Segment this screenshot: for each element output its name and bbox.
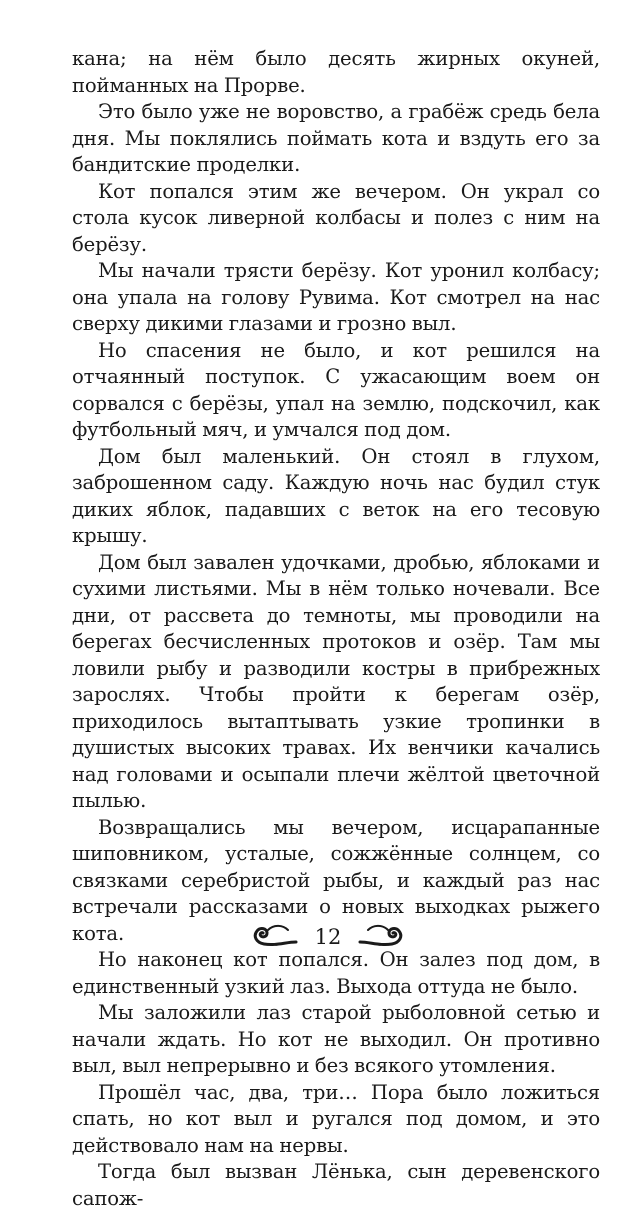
paragraph-2: Это было уже не воровство, а грабёж средь бела дня. Мы поклялись поймать кота и вздуть его за бандитские проделки.: [72, 100, 600, 176]
left-flourish-ornament-icon: [250, 920, 298, 952]
paragraph-10: Мы заложили лаз старой рыболовной сетью и начали ждать. Но кот не выходил. Он противно выл, выл непрерывно и без всякого утомления.: [72, 1001, 600, 1077]
paragraph-6: Дом был маленький. Он стоял в глухом, заброшенном саду. Каждую ночь нас будил стук диких яблок, падавших с веток на его тесовую крышу.: [72, 444, 600, 547]
page-number: 12: [314, 925, 342, 949]
paragraph-11: Прошёл час, два, три… Пора было ложиться спать, но кот выл и ругался под домом, и это действовало нам на нервы.: [72, 1080, 600, 1157]
paragraph-8: Возвращались мы вечером, исцарапанные шиповником, усталые, сожжённые солнцем, со связками серебристой рыбы, и каждый раз нас встречали рассказами о новых выходках рыжего кота.: [72, 815, 600, 945]
paragraph-1: кана; на нём было десять жирных окуней, пойманных на Прорве.: [72, 47, 600, 97]
paragraph-9: Но наконец кот попался. Он залез под дом, в единственный узкий лаз. Выхода оттуда не было.: [72, 948, 600, 998]
paragraph-12: Тогда был вызван Лёнька, сын деревенского сапож-: [72, 1160, 600, 1210]
page-footer: [0, 918, 644, 958]
paragraph-5: Но спасения не было, и кот решился на отчаянный поступок. С ужасающим воем он сорвался с берёзы, упал на землю, подскочил, как футбольный мяч, и умчался под дом.: [72, 338, 600, 441]
paragraph-4: Мы начали трясти берёзу. Кот уронил колбасу; она упала на голову Рувима. Кот смотрел на нас сверху дикими глазами и грозно выл.: [72, 259, 600, 335]
paragraph-7: Дом был завален удочками, дробью, яблоками и сухими листьями. Мы в нём только ночевали. Все дни, от рассвета до темноты, мы проводили на берегах бесчисленных протоков и озёр. Там мы ловили рыбу и разводили костры в прибрежных зарослях. Чтобы пройти к берегам озёр, приходилось вытаптывать узкие тропинки в душистых высоких травах. Их венчики качались над головами и осыпали плечи жёлтой цветочной пылью.: [72, 550, 600, 812]
paragraph-3: Кот попался этим же вечером. Он украл со стола кусок ливерной колбасы и полез с ним на берёзу.: [72, 179, 600, 256]
right-flourish-ornament-icon: [358, 920, 406, 952]
